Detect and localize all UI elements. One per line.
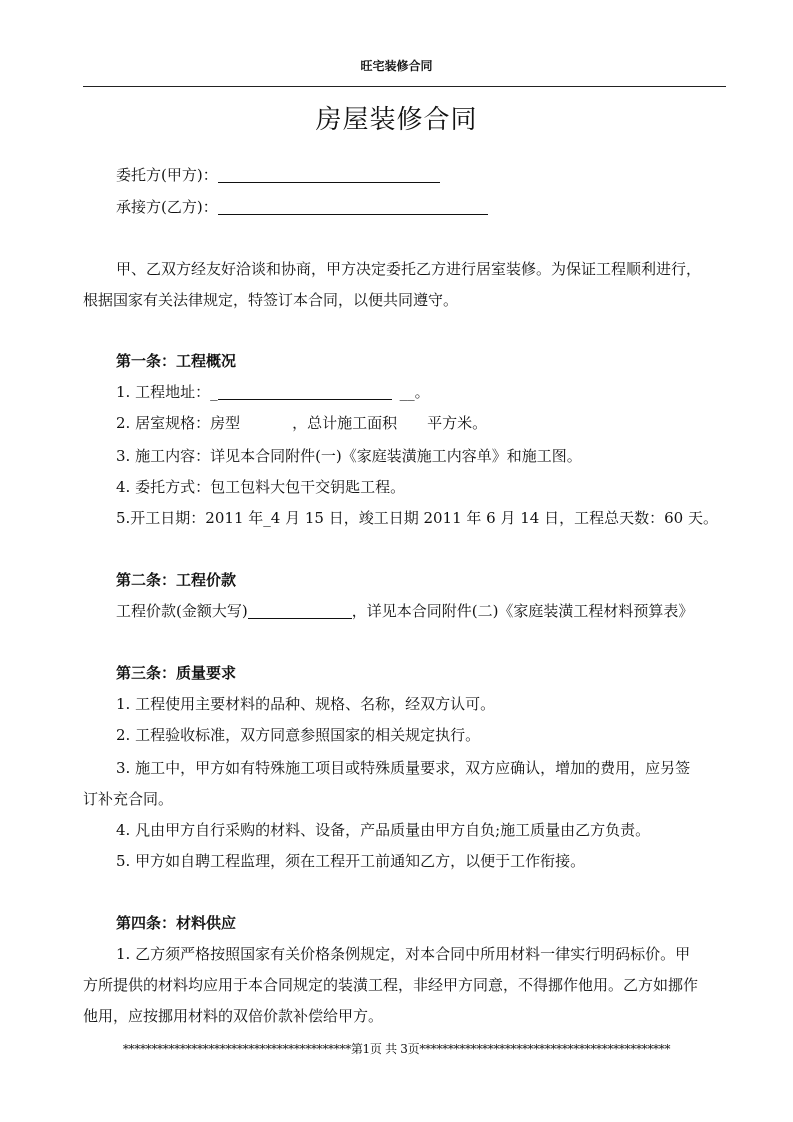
article-4-heading: 第四条：材料供应 (116, 914, 237, 932)
area-label: ，总计施工面积 (292, 414, 398, 432)
client-label: 委托方(甲方)： (116, 166, 218, 184)
article-4-para-line-3: 他用，应按挪用材料的双倍价款补偿给甲方。 (83, 1007, 384, 1025)
intro-line-1: 甲、乙双方经友好洽谈和协商，甲方决定委托乙方进行居室装修。为保证工程顺利进行， (116, 260, 702, 278)
article-1-item-5: 5.开工日期：2011 年_4 月 15 日，竣工日期 2011 年 6 月 14 日，工程总天数：60 天。 (116, 509, 718, 527)
page-footer: ****************************************第1页 共 3页******************************************** (122, 1042, 671, 1056)
article-2-heading: 第二条：工程价款 (116, 571, 237, 589)
article-1-item-2 (116, 413, 487, 433)
running-header: 旺宅装修合同 (360, 59, 433, 73)
header-rule (83, 86, 726, 87)
article-3-item-3a: 3. 施工中，甲方如有特殊施工项目或特殊质量要求，双方应确认，增加的费用，应另签 (116, 759, 691, 777)
price-blank[interactable] (248, 602, 352, 619)
article-2-text (116, 601, 693, 621)
intro-line-2: 根据国家有关法律规定，特签订本合同，以便共同遵守。 (83, 291, 459, 309)
article-3-item-4: 4. 凡由甲方自行采购的材料、设备，产品质量由甲方自负;施工质量由乙方负责。 (116, 821, 651, 839)
article-1-heading: 第一条：工程概况 (116, 352, 237, 370)
article-3-item-1: 1. 工程使用主要材料的品种、规格、名称，经双方认可。 (116, 695, 496, 713)
contractor-blank[interactable] (218, 198, 488, 215)
address-label: 1. 工程地址：_ (116, 383, 218, 401)
contractor-label: 承接方(乙方)： (116, 198, 218, 216)
room-type-label: 2. 居室规格：房型 (116, 414, 241, 432)
address-end: __。 (399, 383, 430, 401)
contractor-line (116, 197, 488, 217)
article-3-item-2: 2. 工程验收标准，双方同意参照国家的相关规定执行。 (116, 726, 481, 744)
article-3-heading: 第三条：质量要求 (116, 664, 237, 682)
document-title: 房屋装修合同 (315, 105, 478, 135)
client-blank[interactable] (218, 166, 440, 183)
article-1-item-3: 3. 施工内容：详见本合同附件(一)《家庭装潢施工内容单》和施工图。 (116, 447, 582, 465)
price-label: 工程价款(金额大写) (116, 602, 248, 620)
article-1-item-4: 4. 委托方式：包工包料大包干交钥匙工程。 (116, 478, 406, 496)
article-3-item-5: 5. 甲方如自聘工程监理，须在工程开工前通知乙方，以便于工作衔接。 (116, 852, 586, 870)
article-4-para-line-2: 方所提供的材料均应用于本合同规定的装潢工程，非经甲方同意，不得挪作他用。乙方如挪作 (83, 976, 699, 994)
price-detail: ，详见本合同附件(二)《家庭装潢工程材料预算表》 (351, 602, 694, 620)
article-1-item-1 (116, 382, 430, 402)
client-line (116, 165, 440, 185)
article-4-para-line-1: 1. 乙方须严格按照国家有关价格条例规定，对本合同中所用材料一律实行明码标价。甲 (116, 945, 691, 963)
address-blank[interactable] (218, 383, 392, 400)
article-3-item-3b: 订补充合同。 (83, 790, 174, 808)
area-unit: 平方米。 (427, 414, 488, 432)
